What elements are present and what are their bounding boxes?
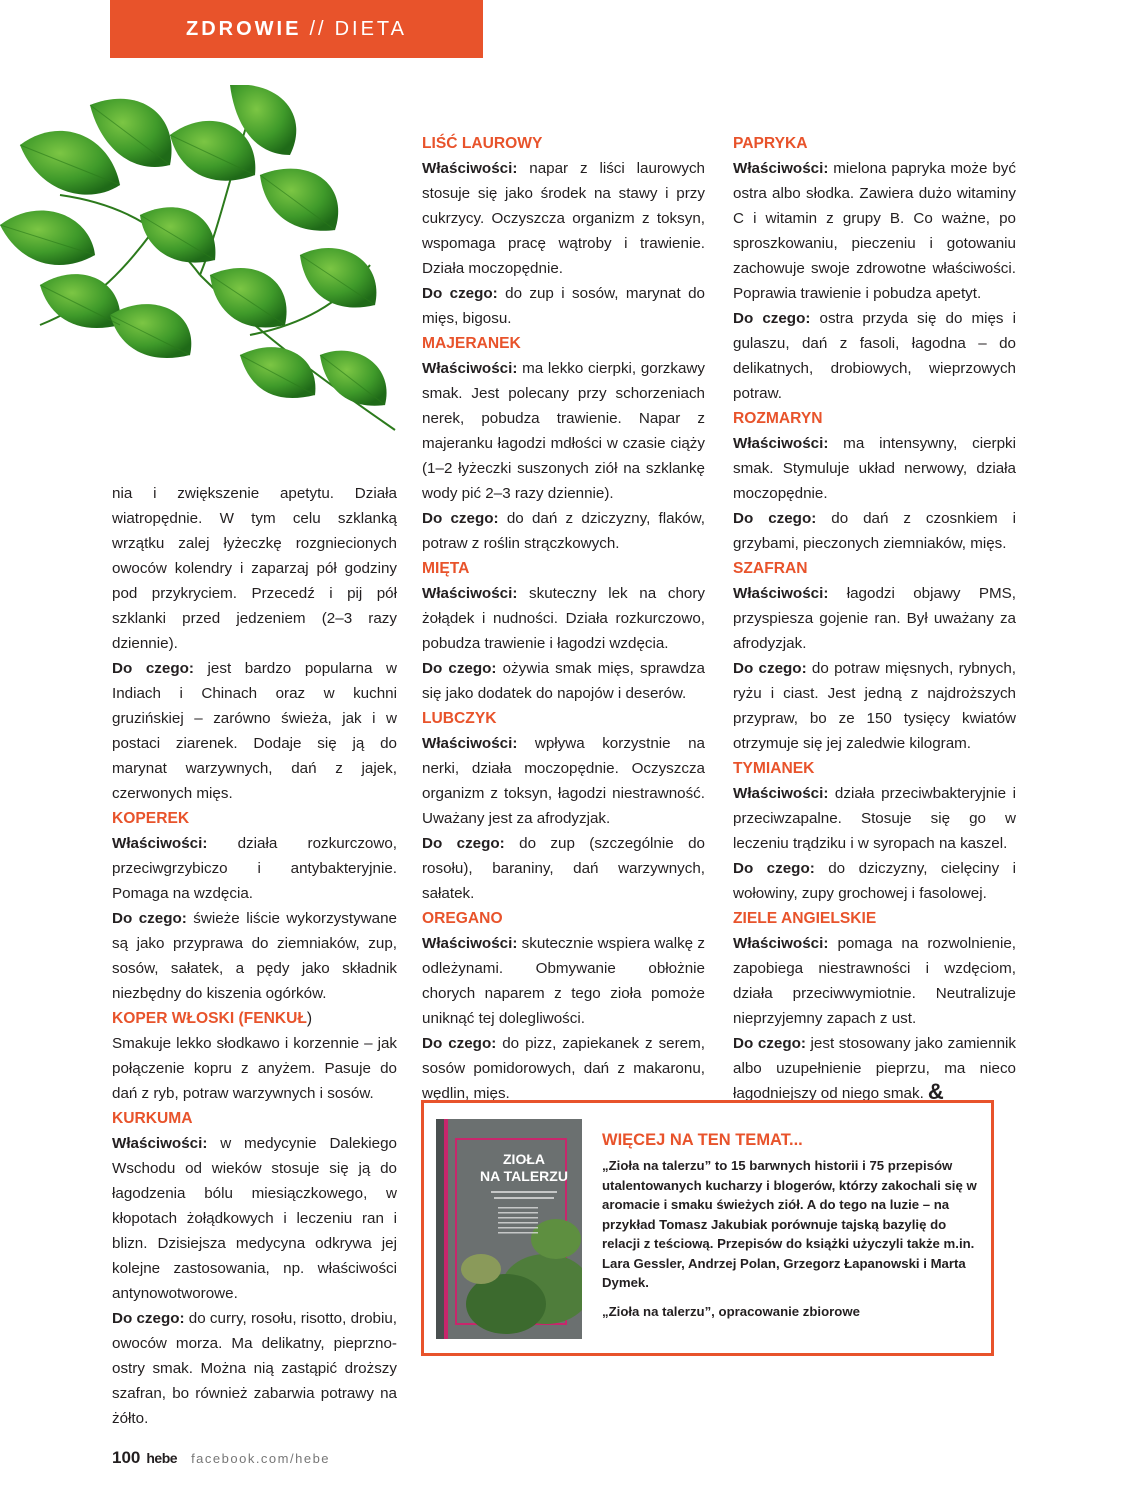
ziele-properties: Właściwości: pomaga na rozwolnienie, zapobiega niestrawności i wzdęciom, działa przeciwwymiotnie. Neutralizuje nieprzyjemny zapach z ust. bbox=[733, 935, 1016, 1027]
herb-heading-papryka: PAPRYKA bbox=[733, 135, 808, 152]
herb-heading-majeranek: MAJERANEK bbox=[422, 335, 521, 352]
herb-heading-kurkuma: KURKUMA bbox=[112, 1110, 193, 1127]
book-title-line-2: NA TALERZU bbox=[480, 1168, 568, 1184]
more-on-topic-box bbox=[421, 1100, 994, 1356]
lubczyk-use: Do czego: do zup (szczególnie do rosołu), baraniny, dań warzywnych, sałatek. bbox=[422, 835, 705, 902]
fenkul-text: Smakuje lekko słodkawo i korzennie – jak połączenie kopru z anyżem. Pasuje do dań z ryb, potraw warzywnych i sosów. bbox=[112, 1035, 397, 1102]
herb-heading-oregano: OREGANO bbox=[422, 910, 503, 927]
page-footer bbox=[112, 1448, 330, 1468]
intro-use-paragraph: Do czego: jest bardzo popularna w Indiach i Chinach oraz w kuchni gruzińskiej – zarówno świeża, jak i w postaci ziarenek. Dodaje się ją do marynat warzywnych, dań z jajek, czerwonych mięs. bbox=[112, 660, 397, 802]
herb-heading-rozmaryn: ROZMARYN bbox=[733, 410, 823, 427]
kurkuma-properties: Właściwości: w medycynie Dalekiego Wschodu od wieków stosuje się ją do łagodzenia bólu miesiączkowego, w kłopotach żołądkowych i leczeniu ran i blizn. Dzisiejsza medycyna odkrywa jej kolejne zastosowania, np. właściwości antynowotworowe. bbox=[112, 1135, 397, 1302]
book-title-line-1: ZIOŁA bbox=[503, 1151, 545, 1167]
koperek-use: Do czego: świeże liście wykorzystywane są jako przyprawa do ziemniaków, zup, sosów, sałatek, a pędy jako składnik niezbędny do kiszenia ogórków. bbox=[112, 910, 397, 1002]
more-on-topic-title: WIĘCEJ NA TEN TEMAT... bbox=[602, 1131, 803, 1149]
szafran-use: Do czego: do potraw mięsnych, rybnych, ryżu i ciast. Jest jedną z najdroższych przypraw, bo ze 150 tysięcy kwiatów otrzymuje się jej zaledwie kilogram. bbox=[733, 660, 1016, 752]
herb-heading-koperek: KOPEREK bbox=[112, 810, 190, 827]
lubczyk-properties: Właściwości: wpływa korzystnie na nerki, działa moczopędnie. Oczyszcza organizm z toksyn, łagodzi niestrawność. Uważany jest za afrodyzjak. bbox=[422, 735, 705, 827]
rozmaryn-properties: Właściwości: ma intensywny, cierpki smak. Stymuluje układ nerwowy, działa moczopędnie. bbox=[733, 435, 1016, 502]
brand-logo: hebe bbox=[146, 1450, 178, 1466]
oregano-use: Do czego: do pizz, zapiekanek z serem, sosów pomidorowych, dań z makaronu, wędlin, mięs. bbox=[422, 1035, 705, 1102]
tymianek-properties: Właściwości: działa przeciwbakteryjnie i przeciwzapalne. Stosuje się go w leczeniu trądziku i w syropach na kaszel. bbox=[733, 785, 1016, 852]
ziele-use: Do czego: jest stosowany jako zamiennik albo uzupełnienie pieprzu, ma nieco łagodniejszy od niego smak. & bbox=[733, 1035, 1016, 1104]
lisc-properties: Właściwości: napar z liści laurowych stosuje się jako środek na stawy i przy cukrzycy. Oczyszcza organizm z toksyn, wspomaga pracę wątroby i trawienie. Działa moczopędnie. bbox=[422, 160, 705, 277]
majeranek-use: Do czego: do dań z dziczyzny, flaków, potraw z roślin strączkowych. bbox=[422, 510, 705, 552]
subsection-label: DIETA bbox=[334, 17, 407, 40]
herb-heading-ziele-angielskie: ZIELE ANGIELSKIE bbox=[733, 910, 877, 927]
column-3 bbox=[733, 131, 1016, 1106]
column-2 bbox=[422, 131, 705, 1106]
mieta-properties: Właściwości: skuteczny lek na chory żołądek i nudności. Działa rozkurczowo, pobudza trawienie i łagodzi wzdęcia. bbox=[422, 585, 705, 652]
oregano-properties: Właściwości: skutecznie wspiera walkę z odleżynami. Obmywanie obłożnie chorych naparem z tego zioła pomoże uniknąć tej dolegliwości. bbox=[422, 935, 705, 1027]
section-label: ZDROWIE bbox=[186, 17, 302, 40]
herb-heading-mieta: MIĘTA bbox=[422, 560, 470, 577]
herb-leaves-image bbox=[0, 85, 400, 465]
book-cover-image bbox=[436, 1119, 582, 1339]
lisc-use: Do czego: do zup i sosów, marynat do mięs, bigosu. bbox=[422, 285, 705, 327]
szafran-properties: Właściwości: łagodzi objawy PMS, przyspiesza gojenie ran. Był uważany za afrodyzjak. bbox=[733, 585, 1016, 652]
facebook-link: facebook.com/hebe bbox=[191, 1451, 331, 1466]
herb-heading-tymianek: TYMIANEK bbox=[733, 760, 815, 777]
herb-heading-szafran: SZAFRAN bbox=[733, 560, 808, 577]
more-on-topic-body: „Zioła na talerzu” to 15 barwnych historii i 75 przepisów utalentowanych kucharzy i blogerów, którzy zakochali się w aromacie i smaku świeżych ziół. A do tego na luzie – na przykład Tomasz Jakubiak porównuje tajską bazylię do relacji z teściową. Przepisów do książki użyczyli także m.in. Lara Gessler, Andrzej Polan, Grzegorz Łapanowski i Marta Dymek. bbox=[602, 1158, 977, 1290]
section-separator: // bbox=[309, 17, 327, 40]
page-number: 100 bbox=[112, 1448, 141, 1467]
herb-heading-fenkul: KOPER WŁOSKI (FENKUŁ) bbox=[112, 1010, 313, 1027]
intro-paragraph: nia i zwiększenie apetytu. Działa wiatropędnie. W tym celu szklanką wrzątku zalej łyżeczkę rozgniecionych owoców kolendry i zaparzaj pół godziny pod przykryciem. Przecedź i pij pół szklanki przed jedzeniem (2–3 razy dziennie). bbox=[112, 485, 397, 652]
herb-heading-lisc-laurowy: LIŚĆ LAUROWY bbox=[422, 135, 543, 152]
papryka-use: Do czego: ostra przyda się do mięs i gulaszu, dań z fasoli, łagodna – do delikatnych, drobiowych, wieprzowych potraw. bbox=[733, 310, 1016, 402]
book-caption: „Zioła na talerzu”, opracowanie zbiorowe bbox=[602, 1303, 860, 1319]
column-1 bbox=[112, 481, 397, 1431]
mieta-use: Do czego: ożywia smak mięs, sprawdza się jako dodatek do napojów i deserów. bbox=[422, 660, 705, 702]
kurkuma-use: Do czego: do curry, rosołu, risotto, drobiu, owoców morza. Ma delikatny, pieprzno-ostry smak. Można nią zastąpić droższy szafran, bo również zabarwia potrawy na żółto. bbox=[112, 1310, 398, 1427]
koperek-properties: Właściwości: działa rozkurczowo, przeciwgrzybiczo i antybakteryjnie. Pomaga na wzdęcia. bbox=[112, 835, 397, 902]
papryka-properties: Właściwości: mielona papryka może być ostra albo słodka. Zawiera dużo witaminy C i witamin z grupy B. Co ważne, po sproszkowaniu, pieczeniu i gotowaniu zachowuje swoje zdrowotne właściwości. Poprawia trawienie i pobudza apetyt. bbox=[733, 160, 1016, 302]
majeranek-properties: Właściwości: ma lekko cierpki, gorzkawy smak. Jest polecany przy schorzeniach nerek, pobudza trawienie. Napar z majeranku łagodzi mdłości w czasie ciąży (1–2 łyżeczki suszonych ziół na szklankę wody pić 2–3 razy dziennie). bbox=[422, 360, 705, 502]
section-header bbox=[110, 0, 483, 58]
end-of-article-icon: & bbox=[927, 1079, 944, 1104]
rozmaryn-use: Do czego: do dań z czosnkiem i grzybami, pieczonych ziemniaków, mięs. bbox=[733, 510, 1016, 552]
more-on-topic-text bbox=[602, 1131, 980, 1321]
tymianek-use: Do czego: do dziczyzny, cielęciny i wołowiny, zupy grochowej i fasolowej. bbox=[733, 860, 1016, 902]
herb-heading-lubczyk: LUBCZYK bbox=[422, 710, 497, 727]
